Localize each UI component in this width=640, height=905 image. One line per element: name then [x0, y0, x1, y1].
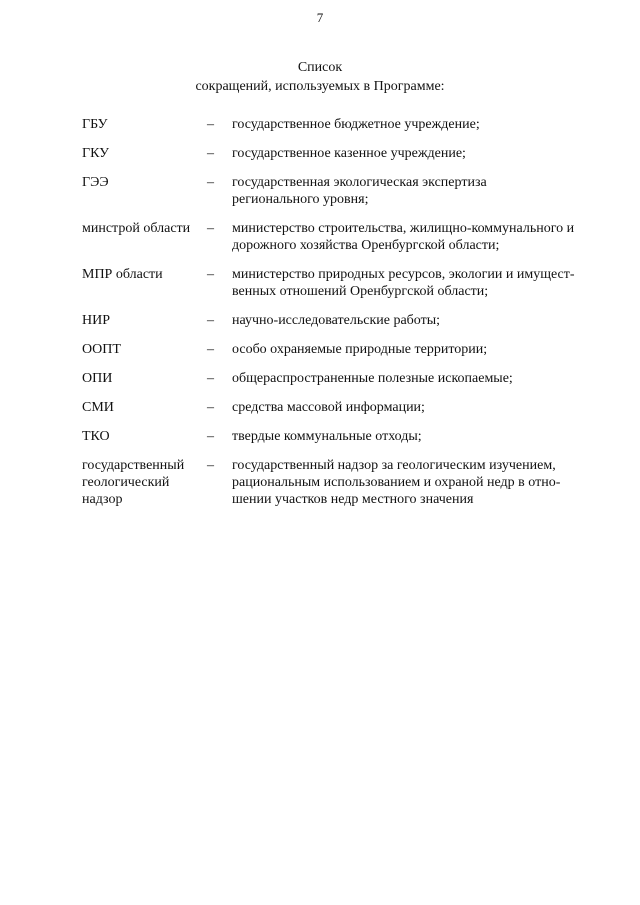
definition-line: министерство строительства, жилищно-коммунального и	[232, 221, 575, 236]
definition-line: министерство природных ресурсов, экологии и имущест-	[232, 267, 575, 282]
abbreviation-row	[82, 220, 598, 254]
title-line-1: Список	[297, 60, 343, 75]
abbreviation-term: СМИ	[82, 400, 114, 415]
abbreviation-dash: –	[207, 371, 214, 386]
abbreviation-definition	[232, 428, 598, 445]
abbreviation-definition	[232, 266, 598, 300]
definition-line: научно-исследовательские работы;	[232, 313, 441, 328]
abbreviation-term: МПР области	[82, 267, 163, 282]
abbreviation-dash: –	[207, 342, 214, 357]
definition-line: твердые коммунальные отходы;	[232, 429, 422, 444]
abbreviation-row	[82, 341, 598, 358]
definition-line: шении участков недр местного значения	[232, 492, 474, 507]
abbreviation-definition	[232, 145, 598, 162]
abbreviation-dash: –	[207, 458, 214, 473]
definition-line: рациональным использованием и охраной недр в отно-	[232, 475, 561, 490]
abbreviation-row	[82, 457, 598, 508]
definition-line: государственное бюджетное учреждение;	[232, 117, 480, 132]
abbreviation-dash: –	[207, 400, 214, 415]
abbreviation-term: ГБУ	[82, 117, 108, 132]
abbreviation-definition	[232, 457, 598, 508]
abbreviation-term: ОПИ	[82, 371, 113, 386]
abbreviation-definition	[232, 312, 598, 329]
page-number: 7	[316, 10, 324, 25]
abbreviation-row	[82, 116, 598, 133]
definition-line: государственное казенное учреждение;	[232, 146, 466, 161]
abbreviation-dash: –	[207, 267, 214, 282]
definition-line: венных отношений Оренбургской области;	[232, 284, 489, 299]
abbreviation-definition	[232, 220, 598, 254]
abbreviation-row	[82, 428, 598, 445]
abbreviation-term: минстрой области	[82, 221, 191, 236]
abbreviation-term: ТКО	[82, 429, 110, 444]
document-title	[0, 58, 640, 96]
abbreviation-dash: –	[207, 313, 214, 328]
abbreviation-dash: –	[207, 429, 214, 444]
abbreviations-list	[82, 116, 598, 520]
definition-line: общераспространенные полезные ископаемые;	[232, 371, 513, 386]
abbreviation-term: ГЭЭ	[82, 175, 109, 190]
abbreviation-definition	[232, 399, 598, 416]
abbreviation-dash: –	[207, 175, 214, 190]
definition-line: средства массовой информации;	[232, 400, 425, 415]
definition-line: государственный надзор за геологическим изучением,	[232, 458, 556, 473]
definition-line: особо охраняемые природные территории;	[232, 342, 488, 357]
abbreviation-row	[82, 174, 598, 208]
abbreviation-row	[82, 266, 598, 300]
abbreviation-row	[82, 370, 598, 387]
abbreviation-row	[82, 399, 598, 416]
abbreviation-definition	[232, 370, 598, 387]
abbreviation-dash: –	[207, 117, 214, 132]
abbreviation-term: НИР	[82, 313, 111, 328]
definition-line: регионального уровня;	[232, 192, 369, 207]
abbreviation-row	[82, 145, 598, 162]
title-line-2: сокращений, используемых в Программе:	[195, 79, 445, 94]
abbreviation-term: ГКУ	[82, 146, 110, 161]
definition-line: дорожного хозяйства Оренбургской области;	[232, 238, 500, 253]
abbreviation-term: государственный геологический надзор	[82, 458, 185, 507]
abbreviation-dash: –	[207, 146, 214, 161]
definition-line: государственная экологическая экспертиза	[232, 175, 487, 190]
abbreviation-definition	[232, 174, 598, 208]
abbreviation-dash: –	[207, 221, 214, 236]
abbreviation-row	[82, 312, 598, 329]
abbreviation-definition	[232, 116, 598, 133]
abbreviation-term: ООПТ	[82, 342, 121, 357]
abbreviation-definition	[232, 341, 598, 358]
